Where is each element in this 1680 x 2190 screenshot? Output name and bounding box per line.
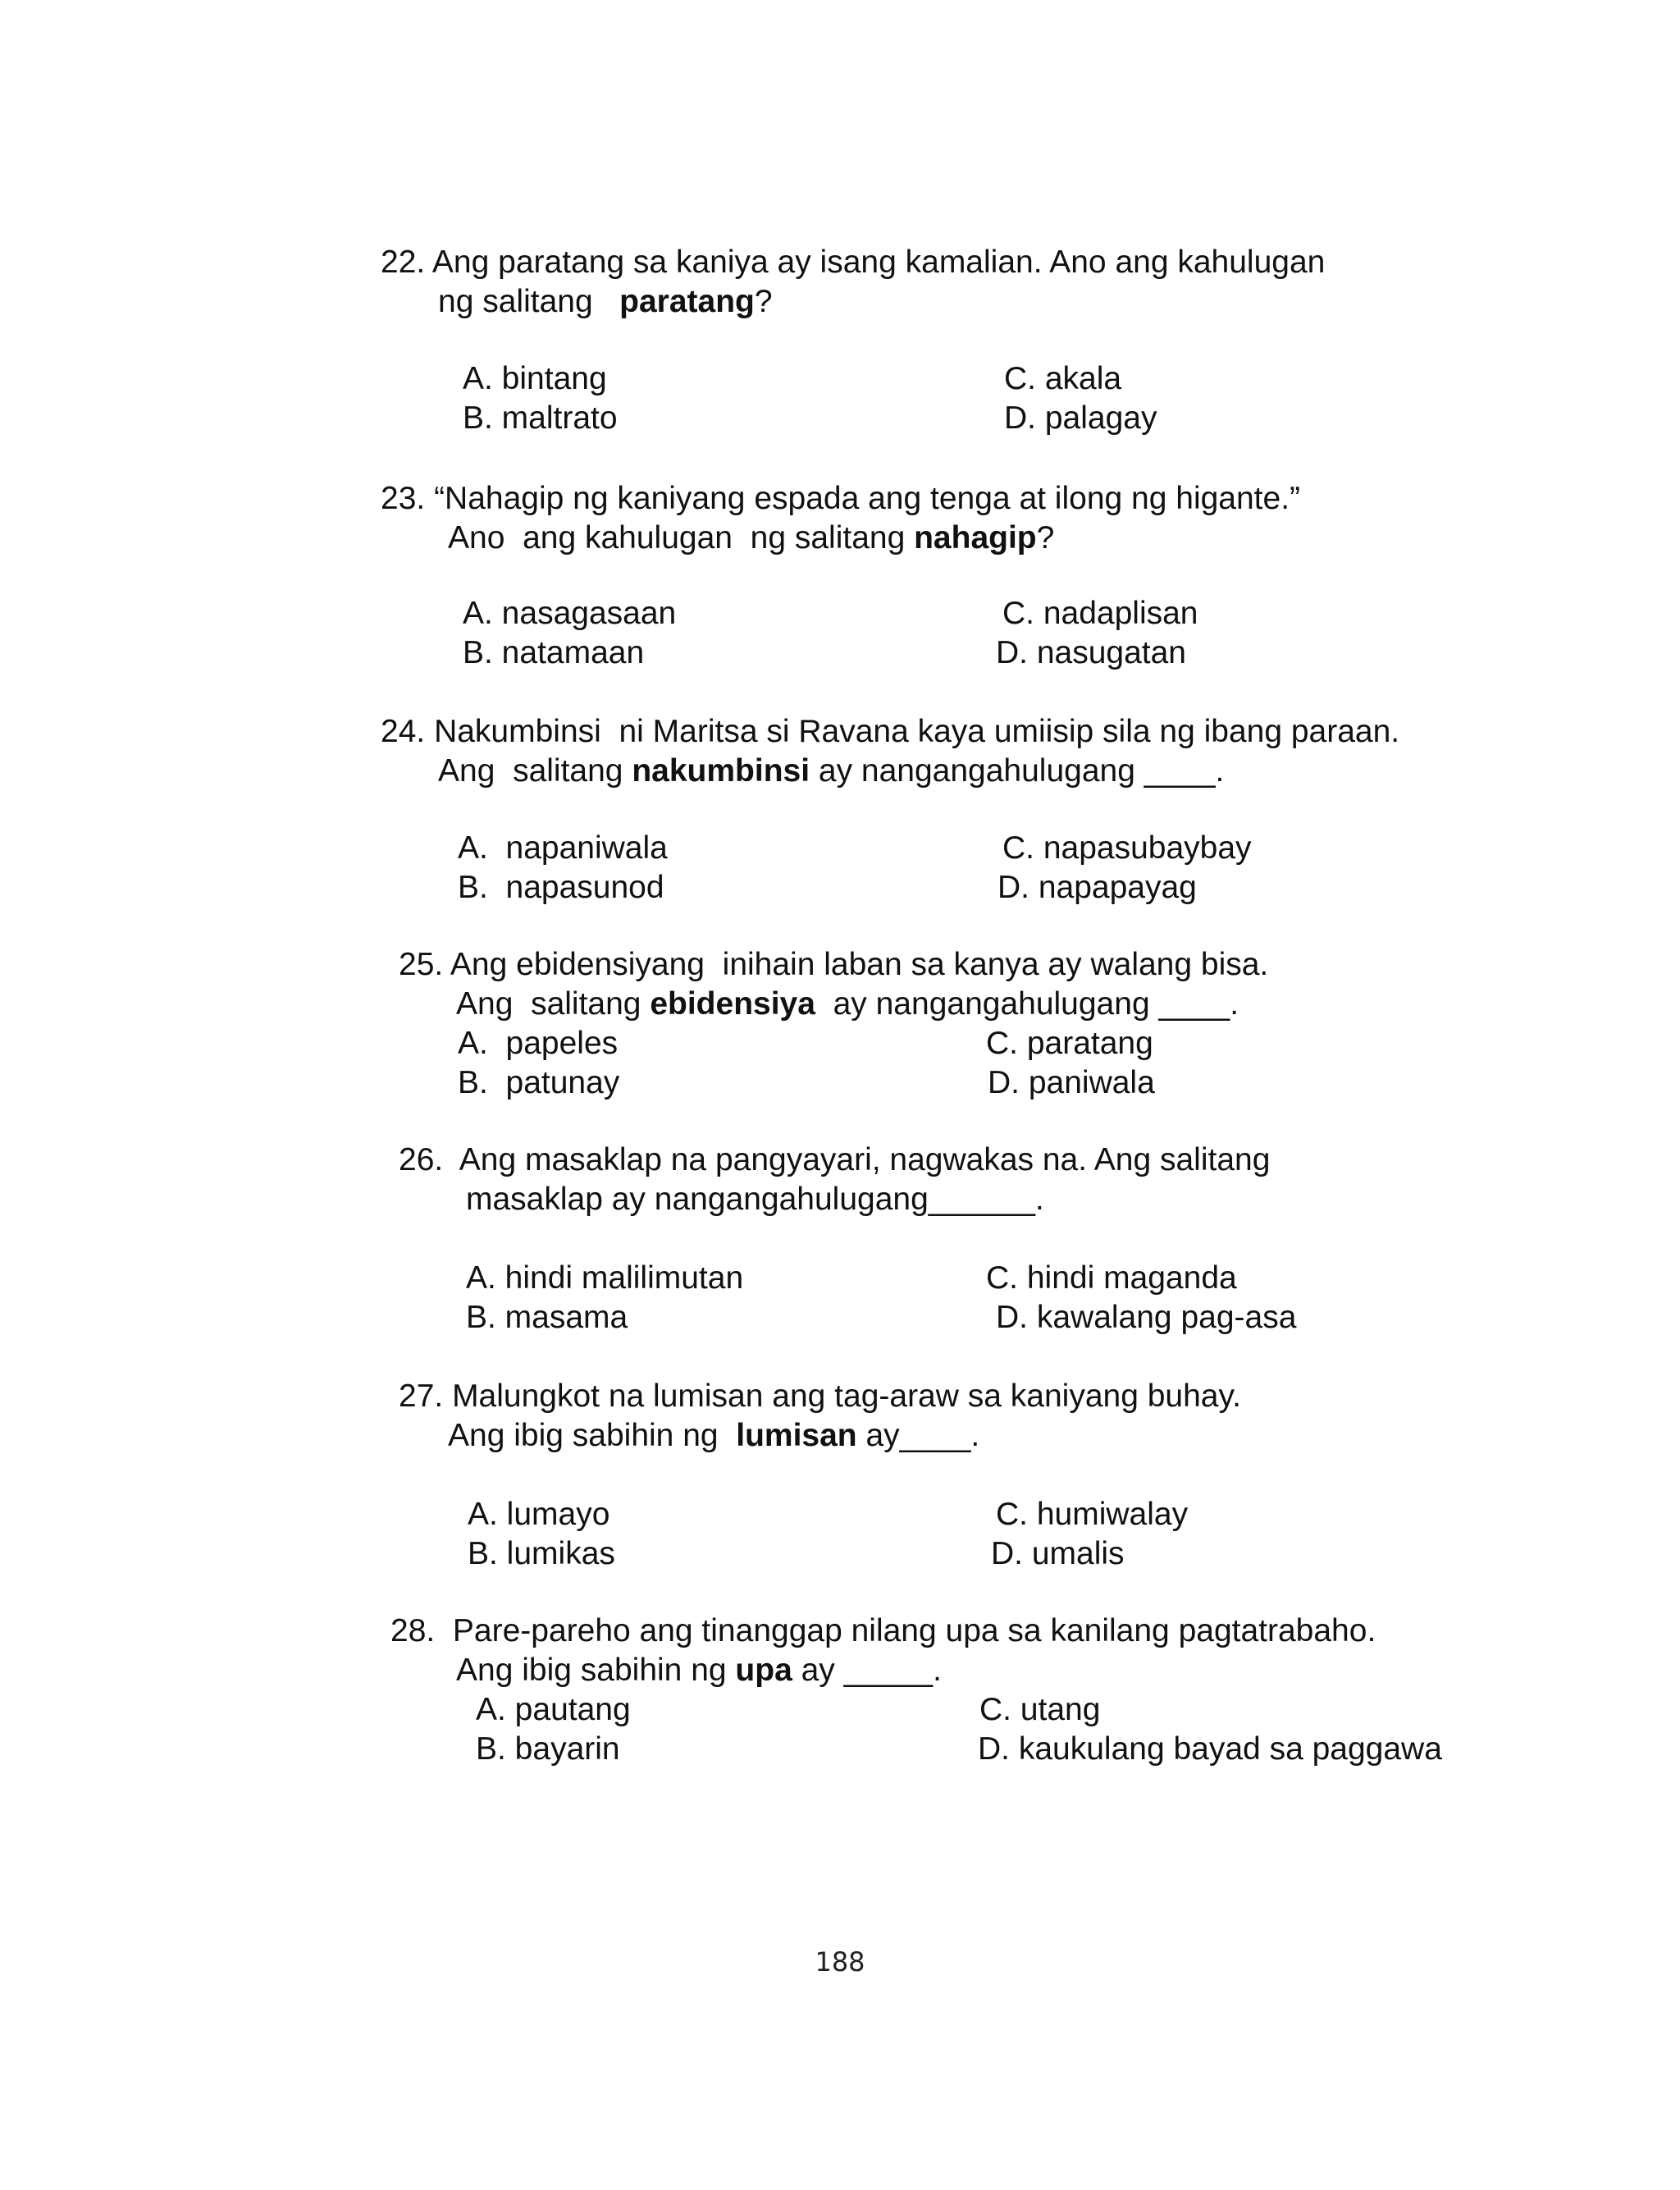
option-c: C. utang bbox=[979, 1692, 1101, 1727]
option-b: B. lumikas bbox=[468, 1536, 615, 1571]
option-c: C. napasubaybay bbox=[1002, 830, 1252, 866]
question-number: 22. bbox=[381, 245, 426, 280]
key-word: paratang bbox=[619, 284, 755, 319]
option-a: A. napaniwala bbox=[458, 830, 668, 866]
question-22-line-1: 22. Ang paratang sa kaniya ay isang kamalian. Ano ang kahulugan bbox=[381, 245, 1326, 280]
option-d: D. nasugatan bbox=[996, 635, 1187, 670]
option-b: B. napasunod bbox=[458, 870, 664, 905]
key-word: ebidensiya bbox=[650, 986, 815, 1022]
question-27-line-2: Ang ibig sabihin ng lumisan ay____. bbox=[448, 1418, 980, 1453]
question-27-line-1: 27. Malungkot na lumisan ang tag-araw sa kaniyang buhay. bbox=[399, 1378, 1241, 1414]
page-number: 188 bbox=[815, 1946, 865, 1977]
option-c: C. nadaplisan bbox=[1002, 596, 1198, 631]
question-number: 25. bbox=[399, 947, 444, 982]
question-number: 23. bbox=[381, 481, 426, 516]
option-b: B. masama bbox=[466, 1300, 628, 1335]
option-c: C. paratang bbox=[986, 1026, 1153, 1061]
question-26-line-1: 26. Ang masaklap na pangyayari, nagwakas na. Ang salitang bbox=[399, 1142, 1271, 1177]
option-a: A. bintang bbox=[463, 361, 607, 396]
option-d: D. kaukulang bayad sa paggawa bbox=[978, 1731, 1442, 1767]
option-a: A. hindi malilimutan bbox=[466, 1260, 744, 1296]
option-d: D. umalis bbox=[991, 1536, 1125, 1571]
question-number: 24. bbox=[381, 714, 426, 749]
question-number: 26. bbox=[399, 1142, 444, 1177]
option-b: B. patunay bbox=[458, 1065, 620, 1100]
question-number: 28. bbox=[390, 1613, 436, 1648]
question-23-line-2: Ano ang kahulugan ng salitang nahagip? bbox=[448, 520, 1055, 556]
question-23-line-1: 23. “Nahagip ng kaniyang espada ang tenga at ilong ng higante.” bbox=[381, 481, 1301, 516]
question-26-line-2: masaklap ay nangangahulugang______. bbox=[466, 1182, 1044, 1217]
question-25-line-2: Ang salitang ebidensiya ay nangangahulugang ____. bbox=[456, 986, 1239, 1022]
option-d: D. palagay bbox=[1004, 400, 1157, 436]
question-22-line-2: ng salitang paratang? bbox=[438, 284, 773, 319]
question-24-line-2: Ang salitang nakumbinsi ay nangangahulugang ____. bbox=[438, 753, 1225, 789]
option-b: B. bayarin bbox=[476, 1731, 620, 1767]
option-d: D. paniwala bbox=[988, 1065, 1155, 1100]
question-28-line-2: Ang ibig sabihin ng upa ay _____. bbox=[456, 1653, 942, 1688]
question-28-line-1: 28. Pare-pareho ang tinanggap nilang upa sa kanilang pagtatrabaho. bbox=[390, 1613, 1376, 1648]
question-24-line-1: 24. Nakumbinsi ni Maritsa si Ravana kaya umiisip sila ng ibang paraan. bbox=[381, 714, 1400, 749]
option-c: C. hindi maganda bbox=[986, 1260, 1237, 1296]
option-a: A. lumayo bbox=[468, 1497, 610, 1532]
option-a: A. papeles bbox=[458, 1026, 619, 1061]
key-word: nakumbinsi bbox=[632, 753, 810, 789]
option-c: C. akala bbox=[1004, 361, 1122, 396]
key-word: lumisan bbox=[736, 1418, 857, 1453]
question-25-line-1: 25. Ang ebidensiyang inihain laban sa kanya ay walang bisa. bbox=[399, 947, 1269, 982]
key-word: upa bbox=[735, 1653, 792, 1688]
question-number: 27. bbox=[399, 1378, 444, 1414]
option-c: C. humiwalay bbox=[996, 1497, 1189, 1532]
option-b: B. natamaan bbox=[463, 635, 645, 670]
option-d: D. kawalang pag-asa bbox=[996, 1300, 1297, 1335]
option-d: D. napapayag bbox=[998, 870, 1197, 905]
key-word: nahagip bbox=[914, 520, 1037, 556]
option-a: A. nasagasaan bbox=[463, 596, 677, 631]
option-a: A. pautang bbox=[476, 1692, 631, 1727]
option-b: B. maltrato bbox=[463, 400, 618, 436]
